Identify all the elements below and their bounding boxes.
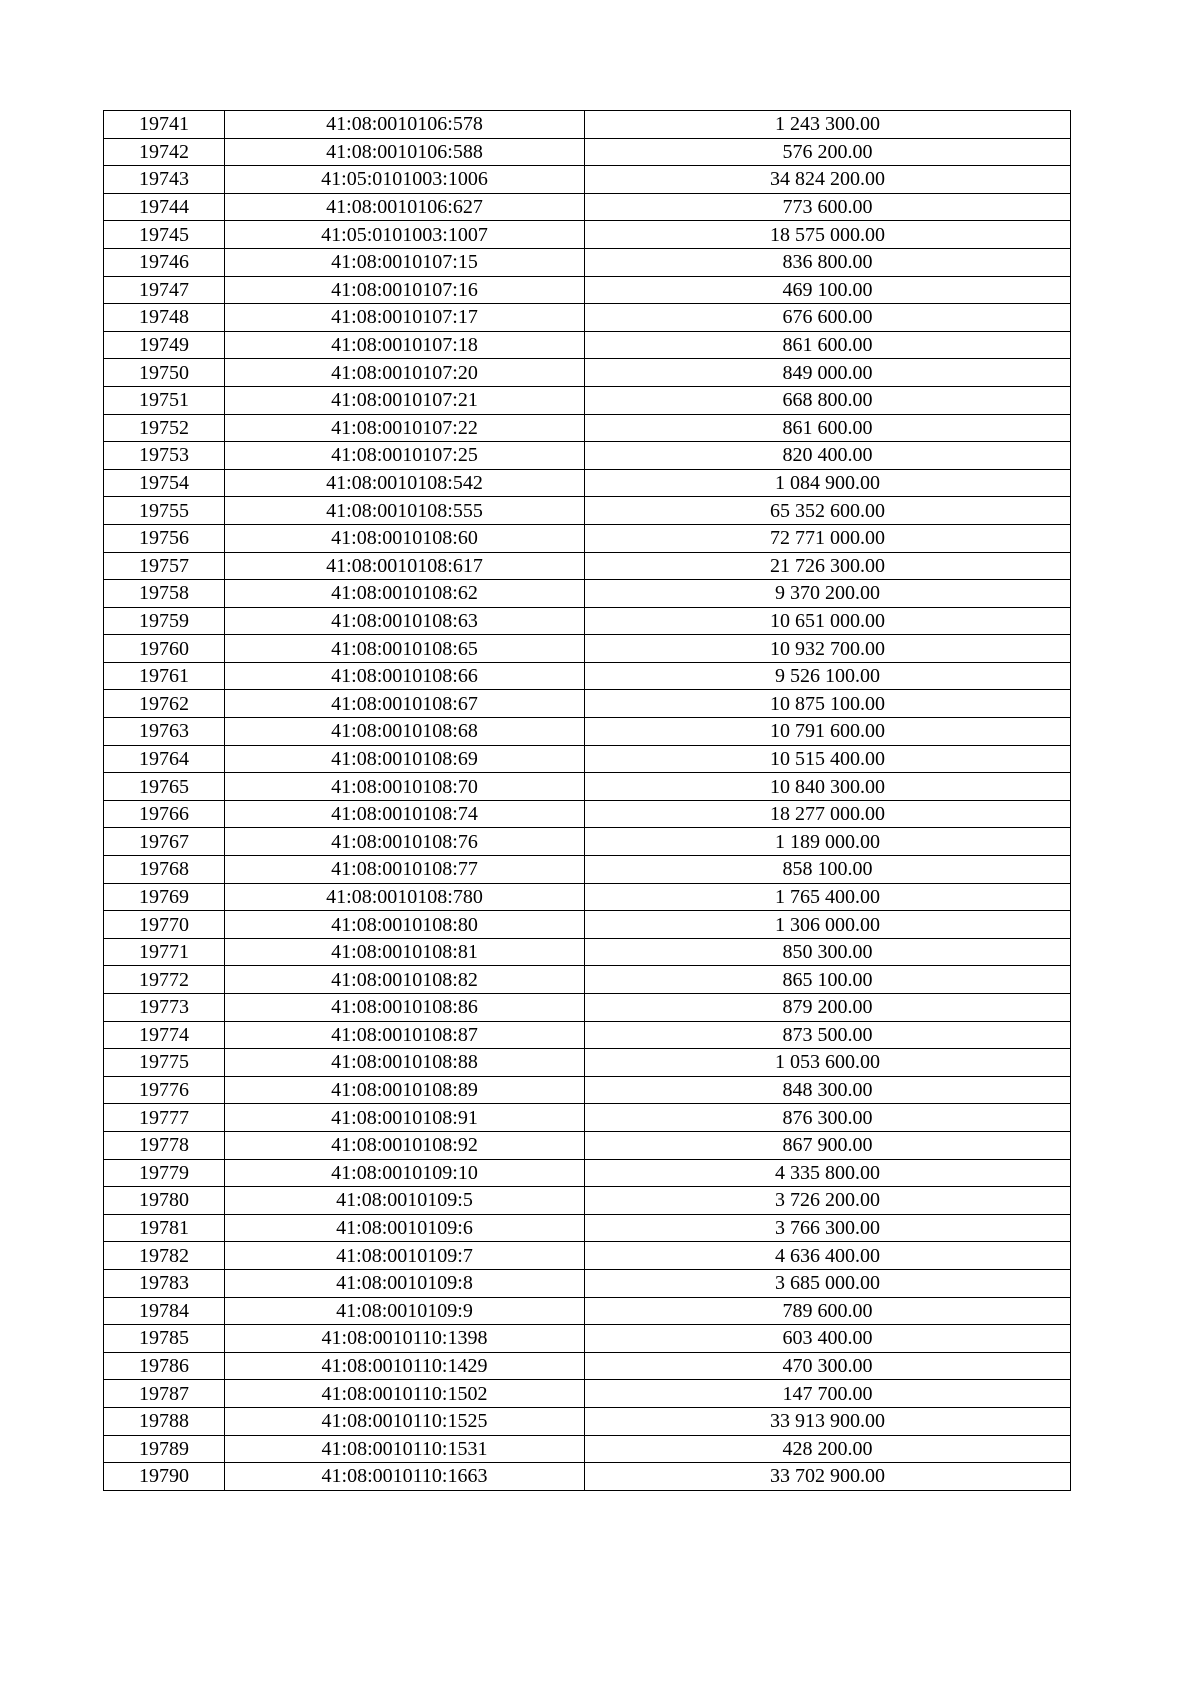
table-row [104,1131,1071,1159]
cadastral-number-cell: 41:08:0010110:1398 [225,1325,585,1353]
cadastral-value-cell: 879 200.00 [585,994,1071,1022]
table-row [104,111,1071,139]
cadastral-value-cell: 10 875 100.00 [585,690,1071,718]
cadastral-value-cell: 789 600.00 [585,1297,1071,1325]
table-body [104,111,1071,1491]
cadastral-value-cell: 668 800.00 [585,386,1071,414]
cadastral-value-cell: 1 243 300.00 [585,111,1071,139]
cadastral-value-cell: 865 100.00 [585,966,1071,994]
cadastral-number-cell: 41:08:0010108:77 [225,856,585,884]
cadastral-number-cell: 41:08:0010110:1663 [225,1463,585,1491]
cadastral-value-cell: 576 200.00 [585,138,1071,166]
cadastral-value-cell: 1 189 000.00 [585,828,1071,856]
table-row [104,580,1071,608]
row-number-cell: 19749 [104,331,225,359]
cadastral-number-cell: 41:08:0010108:63 [225,607,585,635]
cadastral-value-cell: 876 300.00 [585,1104,1071,1132]
row-number-cell: 19742 [104,138,225,166]
row-number-cell: 19781 [104,1214,225,1242]
row-number-cell: 19765 [104,773,225,801]
table-row [104,1325,1071,1353]
cadastral-number-cell: 41:08:0010106:578 [225,111,585,139]
cadastral-value-cell: 873 500.00 [585,1021,1071,1049]
table-row [104,635,1071,663]
row-number-cell: 19773 [104,994,225,1022]
cadastral-number-cell: 41:08:0010108:555 [225,497,585,525]
cadastral-number-cell: 41:08:0010107:16 [225,276,585,304]
cadastral-number-cell: 41:08:0010108:65 [225,635,585,663]
table-row [104,386,1071,414]
table-row [104,1049,1071,1077]
cadastral-value-cell: 9 370 200.00 [585,580,1071,608]
row-number-cell: 19782 [104,1242,225,1270]
table-row [104,800,1071,828]
cadastral-number-cell: 41:08:0010107:21 [225,386,585,414]
cadastral-number-cell: 41:08:0010108:86 [225,994,585,1022]
cadastral-number-cell: 41:05:0101003:1007 [225,221,585,249]
row-number-cell: 19763 [104,718,225,746]
table-row [104,138,1071,166]
row-number-cell: 19767 [104,828,225,856]
row-number-cell: 19750 [104,359,225,387]
row-number-cell: 19787 [104,1380,225,1408]
cadastral-value-cell: 820 400.00 [585,442,1071,470]
cadastral-value-cell: 1 765 400.00 [585,883,1071,911]
table-row [104,1214,1071,1242]
cadastral-number-cell: 41:08:0010109:5 [225,1187,585,1215]
table-row [104,773,1071,801]
row-number-cell: 19779 [104,1159,225,1187]
row-number-cell: 19766 [104,800,225,828]
row-number-cell: 19743 [104,166,225,194]
cadastral-value-cell: 18 277 000.00 [585,800,1071,828]
table-row [104,718,1071,746]
row-number-cell: 19768 [104,856,225,884]
row-number-cell: 19769 [104,883,225,911]
cadastral-value-cell: 3 726 200.00 [585,1187,1071,1215]
table-row [104,1352,1071,1380]
cadastral-value-cell: 3 685 000.00 [585,1269,1071,1297]
row-number-cell: 19756 [104,524,225,552]
cadastral-number-cell: 41:08:0010107:25 [225,442,585,470]
table-row [104,966,1071,994]
cadastral-value-cell: 773 600.00 [585,193,1071,221]
cadastral-value-cell: 676 600.00 [585,304,1071,332]
cadastral-number-cell: 41:08:0010108:87 [225,1021,585,1049]
table-row [104,442,1071,470]
table-row [104,1407,1071,1435]
row-number-cell: 19778 [104,1131,225,1159]
cadastral-number-cell: 41:08:0010108:542 [225,469,585,497]
table-row [104,524,1071,552]
row-number-cell: 19745 [104,221,225,249]
cadastral-number-cell: 41:08:0010108:617 [225,552,585,580]
cadastral-value-cell: 34 824 200.00 [585,166,1071,194]
cadastral-value-cell: 849 000.00 [585,359,1071,387]
cadastral-value-cell: 10 840 300.00 [585,773,1071,801]
cadastral-value-cell: 9 526 100.00 [585,662,1071,690]
row-number-cell: 19748 [104,304,225,332]
cadastral-value-cell: 861 600.00 [585,331,1071,359]
cadastral-value-cell: 848 300.00 [585,1076,1071,1104]
table-row [104,1269,1071,1297]
row-number-cell: 19757 [104,552,225,580]
cadastral-number-cell: 41:08:0010109:6 [225,1214,585,1242]
cadastral-value-cell: 1 084 900.00 [585,469,1071,497]
cadastral-number-cell: 41:08:0010108:88 [225,1049,585,1077]
table-row [104,1159,1071,1187]
table-row [104,828,1071,856]
table-row [104,1187,1071,1215]
table-row [104,469,1071,497]
table-row [104,304,1071,332]
cadastral-value-cell: 469 100.00 [585,276,1071,304]
cadastral-value-cell: 10 651 000.00 [585,607,1071,635]
cadastral-value-table [103,110,1071,1491]
table-row [104,1435,1071,1463]
table-row [104,1104,1071,1132]
cadastral-number-cell: 41:08:0010107:17 [225,304,585,332]
table-row [104,1021,1071,1049]
cadastral-number-cell: 41:08:0010108:780 [225,883,585,911]
table-row [104,1242,1071,1270]
cadastral-number-cell: 41:08:0010110:1531 [225,1435,585,1463]
cadastral-value-cell: 836 800.00 [585,248,1071,276]
cadastral-value-cell: 72 771 000.00 [585,524,1071,552]
cadastral-value-cell: 10 791 600.00 [585,718,1071,746]
cadastral-number-cell: 41:08:0010110:1429 [225,1352,585,1380]
table-row [104,745,1071,773]
cadastral-value-cell: 603 400.00 [585,1325,1071,1353]
row-number-cell: 19789 [104,1435,225,1463]
row-number-cell: 19780 [104,1187,225,1215]
table-row [104,911,1071,939]
row-number-cell: 19764 [104,745,225,773]
table-row [104,414,1071,442]
cadastral-value-cell: 10 932 700.00 [585,635,1071,663]
cadastral-number-cell: 41:08:0010108:89 [225,1076,585,1104]
row-number-cell: 19755 [104,497,225,525]
row-number-cell: 19770 [104,911,225,939]
cadastral-value-cell: 4 335 800.00 [585,1159,1071,1187]
table-row [104,359,1071,387]
cadastral-number-cell: 41:08:0010108:80 [225,911,585,939]
cadastral-value-cell: 1 306 000.00 [585,911,1071,939]
table-row [104,690,1071,718]
cadastral-value-cell: 147 700.00 [585,1380,1071,1408]
cadastral-number-cell: 41:08:0010106:588 [225,138,585,166]
row-number-cell: 19774 [104,1021,225,1049]
cadastral-number-cell: 41:08:0010107:20 [225,359,585,387]
cadastral-value-cell: 10 515 400.00 [585,745,1071,773]
cadastral-value-cell: 858 100.00 [585,856,1071,884]
cadastral-value-cell: 18 575 000.00 [585,221,1071,249]
cadastral-number-cell: 41:08:0010108:76 [225,828,585,856]
cadastral-number-cell: 41:08:0010108:68 [225,718,585,746]
cadastral-value-cell: 33 702 900.00 [585,1463,1071,1491]
row-number-cell: 19785 [104,1325,225,1353]
row-number-cell: 19754 [104,469,225,497]
cadastral-value-cell: 470 300.00 [585,1352,1071,1380]
row-number-cell: 19776 [104,1076,225,1104]
cadastral-number-cell: 41:08:0010109:8 [225,1269,585,1297]
row-number-cell: 19761 [104,662,225,690]
table-row [104,1380,1071,1408]
row-number-cell: 19788 [104,1407,225,1435]
cadastral-value-cell: 1 053 600.00 [585,1049,1071,1077]
cadastral-value-cell: 867 900.00 [585,1131,1071,1159]
cadastral-number-cell: 41:08:0010106:627 [225,193,585,221]
cadastral-value-cell: 21 726 300.00 [585,552,1071,580]
table-row [104,1297,1071,1325]
table-row [104,994,1071,1022]
cadastral-value-cell: 3 766 300.00 [585,1214,1071,1242]
cadastral-number-cell: 41:08:0010108:92 [225,1131,585,1159]
table-row [104,193,1071,221]
cadastral-number-cell: 41:08:0010108:91 [225,1104,585,1132]
table-row [104,883,1071,911]
cadastral-number-cell: 41:08:0010108:62 [225,580,585,608]
table-row [104,552,1071,580]
cadastral-number-cell: 41:08:0010109:7 [225,1242,585,1270]
cadastral-number-cell: 41:08:0010108:60 [225,524,585,552]
cadastral-number-cell: 41:08:0010108:82 [225,966,585,994]
row-number-cell: 19790 [104,1463,225,1491]
cadastral-number-cell: 41:08:0010107:22 [225,414,585,442]
row-number-cell: 19771 [104,938,225,966]
row-number-cell: 19777 [104,1104,225,1132]
table-row [104,166,1071,194]
row-number-cell: 19783 [104,1269,225,1297]
table-row [104,221,1071,249]
table-row [104,1463,1071,1491]
cadastral-number-cell: 41:08:0010108:67 [225,690,585,718]
cadastral-number-cell: 41:08:0010107:18 [225,331,585,359]
row-number-cell: 19784 [104,1297,225,1325]
cadastral-value-cell: 65 352 600.00 [585,497,1071,525]
row-number-cell: 19786 [104,1352,225,1380]
table-row [104,856,1071,884]
row-number-cell: 19758 [104,580,225,608]
row-number-cell: 19746 [104,248,225,276]
cadastral-number-cell: 41:08:0010108:74 [225,800,585,828]
cadastral-number-cell: 41:08:0010108:69 [225,745,585,773]
table-row [104,497,1071,525]
cadastral-number-cell: 41:08:0010110:1525 [225,1407,585,1435]
row-number-cell: 19751 [104,386,225,414]
cadastral-value-cell: 4 636 400.00 [585,1242,1071,1270]
row-number-cell: 19772 [104,966,225,994]
row-number-cell: 19752 [104,414,225,442]
cadastral-number-cell: 41:08:0010109:10 [225,1159,585,1187]
cadastral-number-cell: 41:08:0010108:66 [225,662,585,690]
cadastral-number-cell: 41:08:0010109:9 [225,1297,585,1325]
table-row [104,607,1071,635]
cadastral-number-cell: 41:08:0010108:70 [225,773,585,801]
row-number-cell: 19744 [104,193,225,221]
cadastral-value-cell: 861 600.00 [585,414,1071,442]
row-number-cell: 19760 [104,635,225,663]
table-row [104,276,1071,304]
table-row [104,248,1071,276]
cadastral-number-cell: 41:08:0010110:1502 [225,1380,585,1408]
table-row [104,1076,1071,1104]
row-number-cell: 19747 [104,276,225,304]
cadastral-value-cell: 428 200.00 [585,1435,1071,1463]
table-row [104,938,1071,966]
row-number-cell: 19775 [104,1049,225,1077]
cadastral-value-cell: 33 913 900.00 [585,1407,1071,1435]
cadastral-value-cell: 850 300.00 [585,938,1071,966]
row-number-cell: 19753 [104,442,225,470]
table-row [104,662,1071,690]
row-number-cell: 19762 [104,690,225,718]
cadastral-number-cell: 41:08:0010108:81 [225,938,585,966]
table-row [104,331,1071,359]
cadastral-number-cell: 41:05:0101003:1006 [225,166,585,194]
row-number-cell: 19759 [104,607,225,635]
row-number-cell: 19741 [104,111,225,139]
cadastral-number-cell: 41:08:0010107:15 [225,248,585,276]
